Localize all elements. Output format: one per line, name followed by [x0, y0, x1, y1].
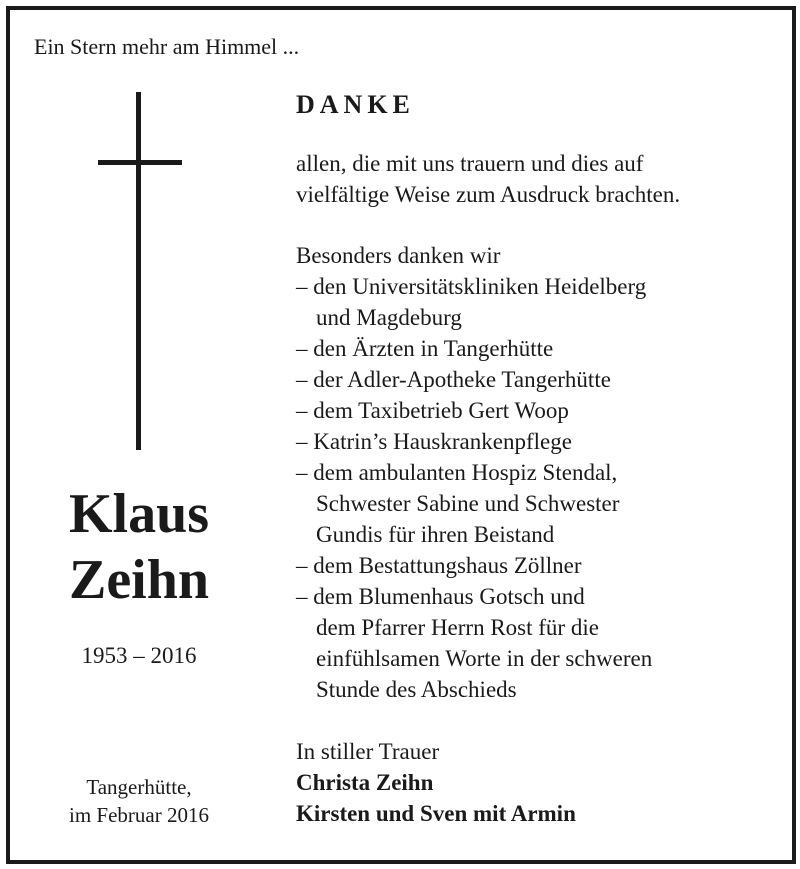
thanks-line: – den Ärzten in Tangerhütte: [296, 336, 554, 361]
signature: Kirsten und Sven mit Armin: [296, 801, 576, 826]
thanks-line: – dem ambulanten Hospiz Stendal,: [296, 460, 618, 485]
signature: Christa Zeihn: [296, 770, 434, 795]
deceased-first-name: Klaus: [68, 483, 210, 545]
intro-line: vielfältige Weise zum Ausdruck brachten.: [296, 182, 681, 207]
closing: In stiller Trauer: [296, 739, 440, 764]
thanks-line: – dem Taxibetrieb Gert Woop: [296, 398, 569, 423]
thanks-line: einfühlsamen Worte in der schweren: [316, 646, 653, 671]
place-line-2: im Februar 2016: [69, 803, 209, 827]
heading-danke: DANKE: [296, 90, 415, 119]
thanks-line: – Katrin’s Hauskrankenpflege: [296, 429, 572, 454]
thanks-line: dem Pfarrer Herrn Rost für die: [316, 615, 599, 640]
life-dates: 1953 – 2016: [81, 643, 197, 668]
place-line-1: Tangerhütte,: [86, 775, 192, 799]
deceased-last-name: Zeihn: [68, 549, 210, 611]
thanks-line: – dem Bestattungshaus Zöllner: [296, 553, 582, 578]
place-date: [20, 773, 258, 829]
thanks-line: – dem Blumenhaus Gotsch und: [296, 584, 585, 609]
thanks-intro: Besonders danken wir: [296, 243, 501, 268]
motto: Ein Stern mehr am Himmel ...: [34, 34, 300, 59]
cross-icon: [136, 92, 141, 450]
thanks-line: Gundis für ihren Beistand: [316, 522, 555, 547]
thanks-line: – der Adler-Apotheke Tangerhütte: [296, 367, 611, 392]
thanks-line: Schwester Sabine und Schwester: [316, 491, 620, 516]
thanks-line: und Magdeburg: [316, 305, 462, 330]
thanks-line: Stunde des Abschieds: [316, 677, 517, 702]
cross-icon-bar: [98, 160, 182, 165]
intro-line: allen, die mit uns trauern und dies auf: [296, 151, 644, 176]
thanks-line: – den Universitätskliniken Heidelberg: [296, 274, 647, 299]
